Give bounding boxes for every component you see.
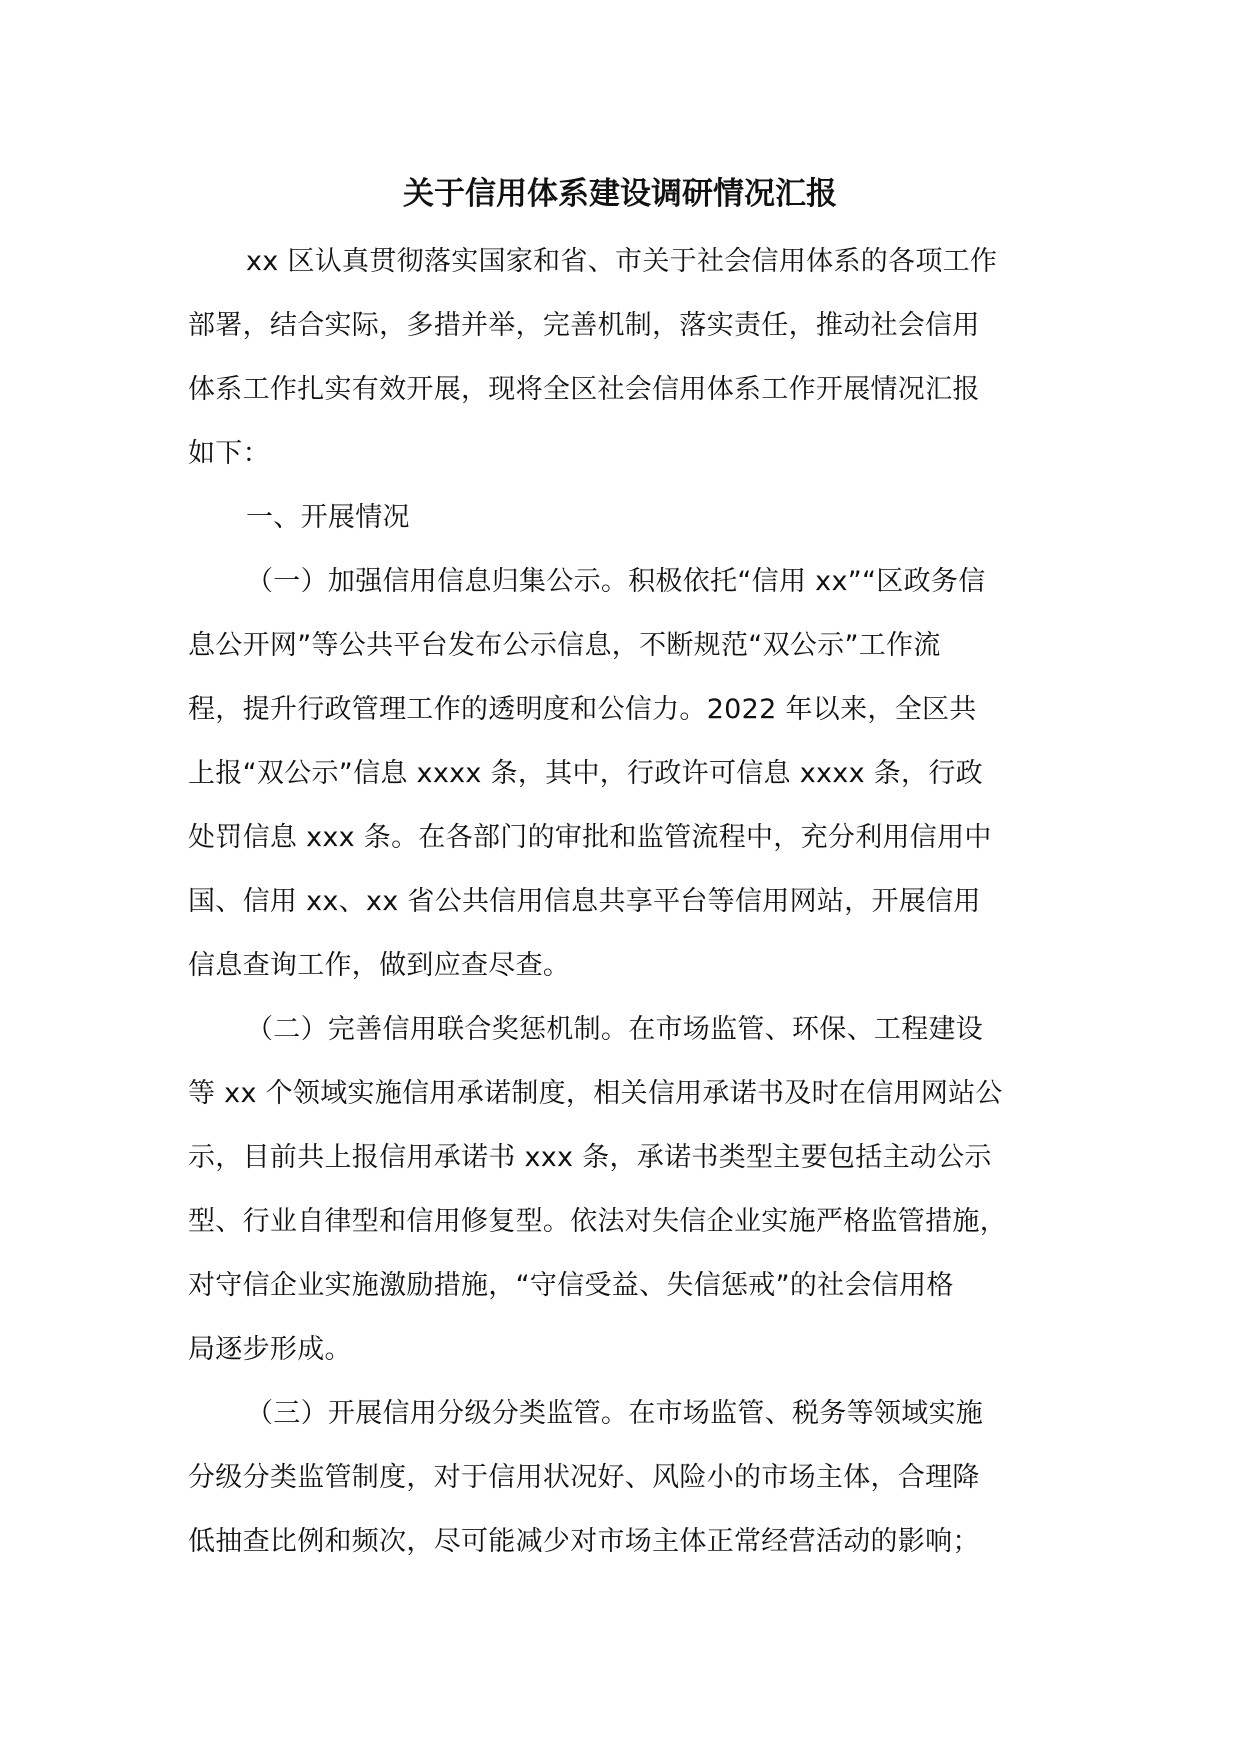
paragraph-3-line-1: （三）开展信用分级分类监管。在市场监管、税务等领域实施 [246,1398,984,1429]
paragraph-intro-line-2: 部署，结合实际，多措并举，完善机制，落实责任，推动社会信用 [188,310,980,341]
paragraph-2-line-4: 型、行业自律型和信用修复型。依法对失信企业实施严格监管措施， [188,1206,1007,1237]
paragraph-2-line-3: 示，目前共上报信用承诺书 xxx 条，承诺书类型主要包括主动公示 [188,1142,992,1173]
document-title: 关于信用体系建设调研情况汇报 [403,176,837,212]
paragraph-1-line-4: 上报“双公示”信息 xxxx 条，其中，行政许可信息 xxxx 条，行政 [188,758,983,789]
paragraph-1-line-6: 国、信用 xx、xx 省公共信用信息共享平台等信用网站，开展信用 [188,886,981,917]
paragraph-intro-line-3: 体系工作扎实有效开展，现将全区社会信用体系工作开展情况汇报 [188,374,980,405]
paragraph-1-line-3: 程，提升行政管理工作的透明度和公信力。2022 年以来，全区共 [188,694,977,725]
section-heading-1: 一、开展情况 [246,502,410,533]
paragraph-2-line-2: 等 xx 个领域实施信用承诺制度，相关信用承诺书及时在信用网站公 [188,1078,1003,1109]
paragraph-2-line-6: 局逐步形成。 [188,1334,352,1365]
paragraph-2-line-5: 对守信企业实施激励措施，“守信受益、失信惩戒”的社会信用格 [188,1270,954,1301]
paragraph-intro-line-4: 如下： [188,438,270,469]
paragraph-1-line-7: 信息查询工作，做到应查尽查。 [188,950,571,981]
paragraph-3-line-3: 低抽查比例和频次，尽可能减少对市场主体正常经营活动的影响； [188,1526,980,1557]
paragraph-1-line-5: 处罚信息 xxx 条。在各部门的审批和监管流程中，充分利用信用中 [188,822,992,853]
paragraph-2-line-1: （二）完善信用联合奖惩机制。在市场监管、环保、工程建设 [246,1014,984,1045]
paragraph-intro-line-1: xx 区认真贯彻落实国家和省、市关于社会信用体系的各项工作 [246,246,998,277]
paragraph-3-line-2: 分级分类监管制度，对于信用状况好、风险小的市场主体，合理降 [188,1462,980,1493]
paragraph-1-line-1: （一）加强信用信息归集公示。积极依托“信用 xx”“区政务信 [246,566,986,597]
paragraph-1-line-2: 息公开网”等公共平台发布公示信息，不断规范“双公示”工作流 [188,630,941,661]
